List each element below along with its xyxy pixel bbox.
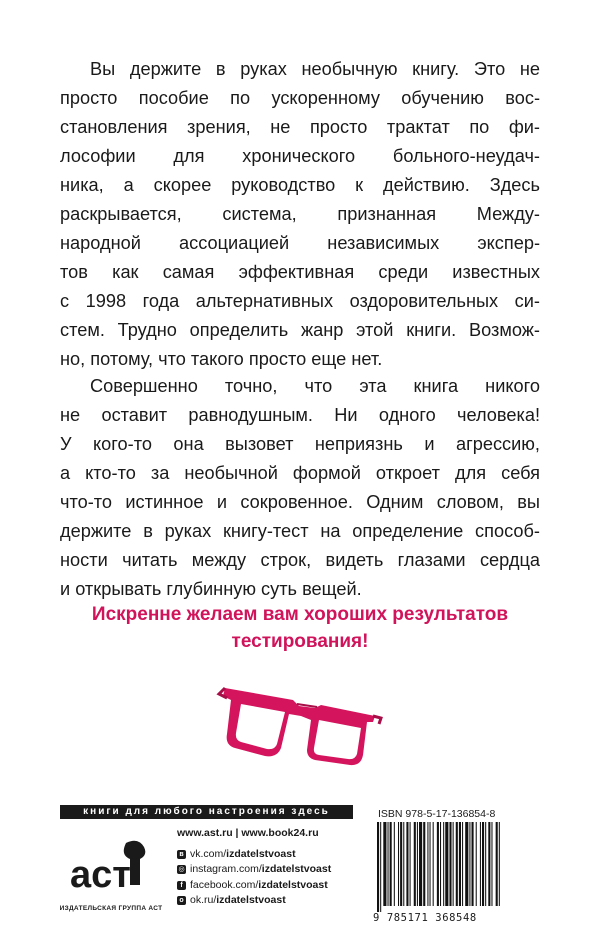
- barcode-bar: [462, 822, 463, 906]
- barcode-bar: [476, 822, 477, 906]
- barcode-bar: [433, 822, 434, 906]
- vk-icon: в: [177, 850, 186, 859]
- barcode-bar: [499, 822, 500, 906]
- text-line: а кто-то за необычной формой откроет для себя: [60, 463, 540, 483]
- barcode-bar: [419, 822, 422, 906]
- barcode-bar: [459, 822, 461, 906]
- text-line: но, потому, что такого просто еще нет.: [60, 349, 383, 369]
- barcode-bar: [410, 822, 411, 906]
- wish-line-1: Искренне желаем вам хороших результатов: [91, 604, 509, 625]
- text-line: держите в руках книгу-тест на определение способ-: [60, 521, 540, 541]
- wish-heading: [40, 601, 560, 655]
- text-line: ности читать между строк, видеть глазами сердца: [60, 550, 540, 570]
- facebook-link[interactable]: f facebook.com/ izdatelstvoast: [177, 878, 331, 894]
- barcode-bar: [445, 822, 448, 906]
- barcode-bar: [482, 822, 484, 906]
- barcode-bar: [449, 822, 451, 906]
- barcode-bar: [453, 822, 454, 906]
- text-line: У кого-то она вызовет неприязнь и агрессию,: [60, 434, 540, 454]
- instagram-link[interactable]: ◎ instagram.com/ izdatelstvoast: [178, 863, 332, 875]
- text-line: народной ассоциацией независимых экспер-: [60, 233, 540, 253]
- text-line: тов как самая эффективная среди известных: [60, 262, 540, 282]
- ok-icon: о: [177, 896, 186, 905]
- barcode-bar: [456, 822, 458, 906]
- barcode-number: 9 785171 368548: [373, 912, 477, 924]
- barcode-bar: [394, 822, 395, 906]
- barcode-bar: [469, 822, 470, 906]
- barcode-bar: [417, 822, 418, 906]
- barcode-bar: [403, 822, 404, 906]
- barcode-bar: [430, 822, 431, 906]
- barcode-bar: [377, 822, 379, 912]
- barcode-bar: [414, 822, 416, 906]
- contact-links: [177, 826, 331, 909]
- barcode-bar: [437, 822, 439, 906]
- instagram-icon: ◎: [178, 866, 185, 874]
- barcode-bar: [440, 822, 441, 906]
- text-line: ника, а скорее руководство к действию. Здесь: [60, 175, 540, 195]
- text-line: лософии для хронического больного-неудач-: [60, 146, 540, 166]
- website-links[interactable]: www.ast.ru | www.book24.ru: [177, 827, 319, 839]
- glasses-icon: [215, 670, 385, 770]
- barcode-bar: [398, 822, 399, 906]
- barcode-bar: [423, 822, 425, 906]
- text-line: стем. Трудно определить жанр этой книги. Возмож-: [60, 320, 540, 340]
- barcode-bar: [427, 822, 428, 906]
- barcode-bar: [465, 822, 468, 906]
- barcode-bar: [390, 822, 392, 906]
- wish-line-2: тестирования!: [231, 631, 369, 652]
- text-line: с 1998 года альтернативных оздоровительных си-: [60, 291, 540, 311]
- ast-logo: [62, 835, 157, 905]
- barcode-bar: [383, 822, 386, 906]
- text-line: раскрывается, система, признанная Между-: [60, 204, 540, 224]
- barcode-bar: [496, 822, 498, 906]
- paragraph-1: [60, 55, 540, 374]
- barcode-bar: [491, 822, 492, 906]
- publisher-label: ИЗДАТЕЛЬСКАЯ ГРУППА АСТ: [59, 905, 163, 912]
- text-line: что-то истинное и сокровенное. Одним словом, вы: [60, 492, 540, 512]
- text-line: просто пособие по ускоренному обучению вос-: [60, 88, 540, 108]
- text-line: Совершенно точно, что эта книга никого: [90, 376, 540, 396]
- ok-link[interactable]: о ok.ru/ izdatelstvoast: [177, 893, 331, 909]
- slogan-strip: книги для любого настроения здесь: [60, 805, 353, 819]
- facebook-icon: f: [177, 881, 186, 890]
- barcode-bar: [485, 822, 486, 906]
- vk-link[interactable]: в vk.com/ izdatelstvoast: [177, 847, 331, 863]
- barcode-bar: [388, 822, 389, 906]
- barcode-bar: [443, 822, 444, 906]
- barcode-bar: [380, 822, 381, 912]
- text-line: Вы держите в руках необычную книгу. Это не: [90, 59, 540, 79]
- barcode-bar: [406, 822, 408, 906]
- barcode-bar: [480, 822, 481, 906]
- barcode-bar: [400, 822, 402, 906]
- paragraph-2: [60, 372, 540, 604]
- barcode-bar: [472, 822, 474, 906]
- text-line: становления зрения, не просто трактат по фи-: [60, 117, 540, 137]
- svg-text:аст: аст: [70, 854, 131, 896]
- barcode-bar: [488, 822, 490, 906]
- isbn-label: ISBN 978-5-17-136854-8: [378, 808, 496, 820]
- barcode: [373, 822, 503, 912]
- text-line: и открывать глубинную суть вещей.: [60, 579, 362, 599]
- text-line: не оставит равнодушным. Ни одного человека!: [60, 405, 540, 425]
